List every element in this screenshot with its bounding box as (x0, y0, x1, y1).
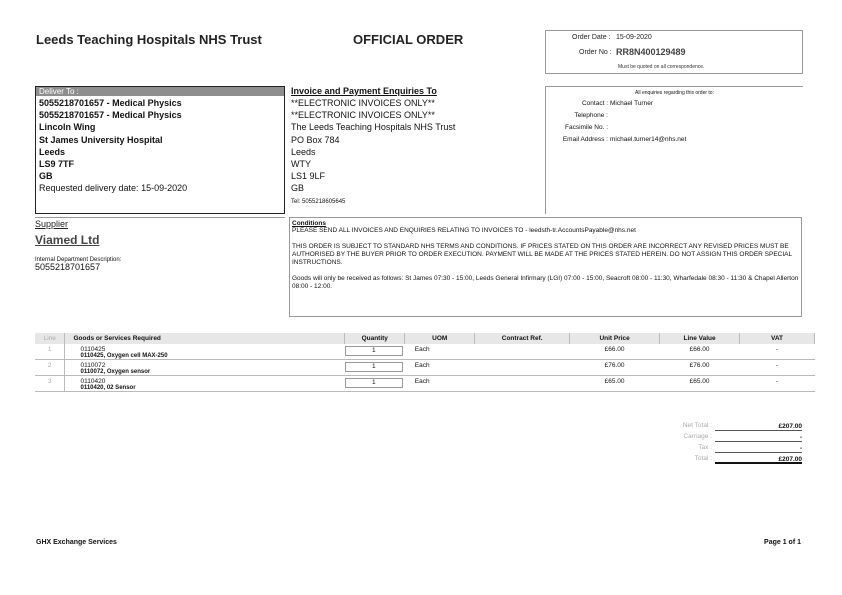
deliver-to-heading: Deliver To : (36, 87, 284, 96)
col-uom: UOM (405, 333, 475, 344)
order-no-value: RR8N400129489 (616, 47, 686, 57)
deliver-line: Leeds (39, 146, 66, 157)
quantity-field: 1 (345, 378, 403, 388)
deliver-line: 5055218701657 - Medical Physics (39, 110, 182, 121)
conditions-heading: Conditions (292, 220, 326, 227)
col-quantity: Quantity (345, 333, 405, 344)
net-total-value: £207.00 (715, 422, 802, 431)
invoice-line: Leeds (291, 146, 316, 157)
contract-ref-value (475, 376, 570, 392)
contact-value: Michael Turner (610, 100, 653, 107)
vat-value: - (740, 376, 815, 392)
enquiries-box (545, 86, 803, 214)
col-contract: Contract Ref. (475, 333, 570, 344)
line-value: £65.00 (660, 376, 740, 392)
order-date-value: 15-09-2020 (616, 34, 652, 41)
page-number: Page 1 of 1 (764, 539, 801, 546)
col-unit-price: Unit Price (570, 333, 660, 344)
order-details-box (545, 30, 803, 74)
deliver-to-address (39, 97, 187, 195)
uom-value: Each (405, 376, 475, 392)
order-date-label: Order Date : (572, 34, 611, 41)
line-value: £76.00 (660, 360, 740, 376)
requested-delivery-date: Requested delivery date: 15-09-2020 (39, 183, 188, 194)
line-value: £66.00 (660, 344, 740, 360)
invoice-line: **ELECTRONIC INVOICES ONLY** (291, 98, 435, 108)
supplier-heading: Supplier (35, 219, 69, 229)
tax-value: - (715, 444, 802, 453)
col-goods: Goods or Services Required (65, 333, 345, 344)
col-line-value: Line Value (660, 333, 740, 344)
item-name: 0110425, Oxygen cell MAX-250 (80, 353, 168, 359)
deliver-line: LS9 7TF (39, 159, 75, 170)
unit-price-value: £66.00 (570, 344, 660, 360)
item-code: 0110072 (80, 362, 106, 369)
deliver-line: GB (39, 171, 53, 182)
unit-price-value: £65.00 (570, 376, 660, 392)
tax-label: Tax : (698, 444, 712, 451)
deliver-line: 5055218701657 - Medical Physics (39, 98, 182, 108)
total-value: £207.00 (715, 455, 802, 464)
item-name: 0110072, Oxygen sensor (80, 369, 151, 375)
col-line: Line (35, 333, 65, 344)
organisation-name: Leeds Teaching Hospitals NHS Trust (36, 32, 262, 47)
order-no-label: Order No : (579, 49, 612, 56)
item-name: 0110420, 02 Sensor (80, 385, 136, 391)
net-total-label: Net Total : (682, 422, 712, 429)
item-code: 0110425 (80, 346, 106, 353)
invoice-heading: Invoice and Payment Enquiries To (291, 86, 437, 96)
invoice-line: **ELECTRONIC INVOICES ONLY** (291, 110, 435, 121)
carriage-label: Carriage : (683, 433, 712, 440)
table-row (35, 360, 815, 376)
invoice-line: PO Box 784 (291, 134, 340, 145)
invoice-line: WTY (291, 159, 311, 170)
unit-price-value: £76.00 (570, 360, 660, 376)
document-title: OFFICIAL ORDER (353, 32, 464, 47)
invoice-line: The Leeds Teaching Hospitals NHS Trust (291, 122, 456, 133)
deliver-line: St James University Hospital (39, 134, 163, 145)
col-vat: VAT (740, 333, 815, 344)
conditions-box (289, 217, 802, 317)
item-description (65, 344, 345, 360)
order-lines-table (35, 333, 815, 392)
carriage-value: - (715, 433, 802, 442)
invoice-line: GB (291, 183, 305, 194)
contract-ref-value (475, 360, 570, 376)
invoice-telephone: Tel: 5055218605645 (291, 198, 346, 205)
supplier-name: Viamed Ltd (35, 233, 100, 247)
invoice-address (291, 86, 541, 205)
vat-value: - (740, 344, 815, 360)
invoice-line: LS1 9LF (291, 171, 326, 182)
line-number: 2 (35, 360, 65, 376)
total-label: Total : (694, 455, 712, 462)
conditions-terms: THIS ORDER IS SUBJECT TO STANDARD NHS TERMS AND CONDITIONS. IF PRICES STATED ON THIS ORDER ARE INCORRECT ANY REVISED PRICES MUST BE AUTHORISED BY THE BUYER PRIOR TO ORDER EXECUTION. PAYMENT WILL BE MADE AT THE PRICES STATED HEREIN. DO NOT ASSIGN THIS ORDER SPECIAL INSTRUCTIONS. (292, 243, 792, 266)
item-description (65, 360, 345, 376)
fax-label: Facsimile No. : (565, 124, 608, 131)
item-description (65, 376, 345, 392)
telephone-label: Telephone : (574, 112, 608, 119)
table-row (35, 376, 815, 392)
contact-label: Contact : (581, 100, 608, 107)
department-value: 5055218701657 (35, 262, 101, 272)
quantity-field: 1 (345, 362, 403, 372)
contract-ref-value (475, 344, 570, 360)
totals-block (640, 422, 802, 466)
table-row (35, 344, 815, 360)
item-code: 0110420 (80, 378, 106, 385)
quantity-field: 1 (345, 346, 403, 356)
enquiries-title: All enquiries regarding this order to: (635, 90, 714, 96)
deliver-line: Lincoln Wing (39, 122, 96, 133)
email-label: Email Address : (562, 136, 608, 143)
order-no-note: Must be quoted on all correspondence. (618, 64, 705, 70)
table-header-row (35, 333, 815, 344)
footer-provider: GHX Exchange Services (36, 539, 117, 546)
vat-value: - (740, 360, 815, 376)
department-label: Internal Department Description: (35, 257, 122, 263)
line-number: 3 (35, 376, 65, 392)
line-number: 1 (35, 344, 65, 360)
email-value: michael.turner14@nhs.net (610, 136, 687, 143)
conditions-delivery-hours: Goods will only be received as follows: St James 07:30 - 15:00, Leeds General Infirmary (LGI) 07:00 - 15:00, Seacroft 08:00 - 11:30, Wharfedale 08:30 - 11:30 & Chapel Allerton 08:00 - 12:00. (292, 275, 799, 290)
supplier-section (35, 217, 285, 317)
uom-value: Each (405, 360, 475, 376)
conditions-invoice-note: PLEASE SEND ALL INVOICES AND ENQUIRIES RELATING TO INVOICES TO - leedsth-tr.AccountsPayable@nhs.net (292, 227, 636, 234)
deliver-to-box (35, 86, 285, 214)
uom-value: Each (405, 344, 475, 360)
